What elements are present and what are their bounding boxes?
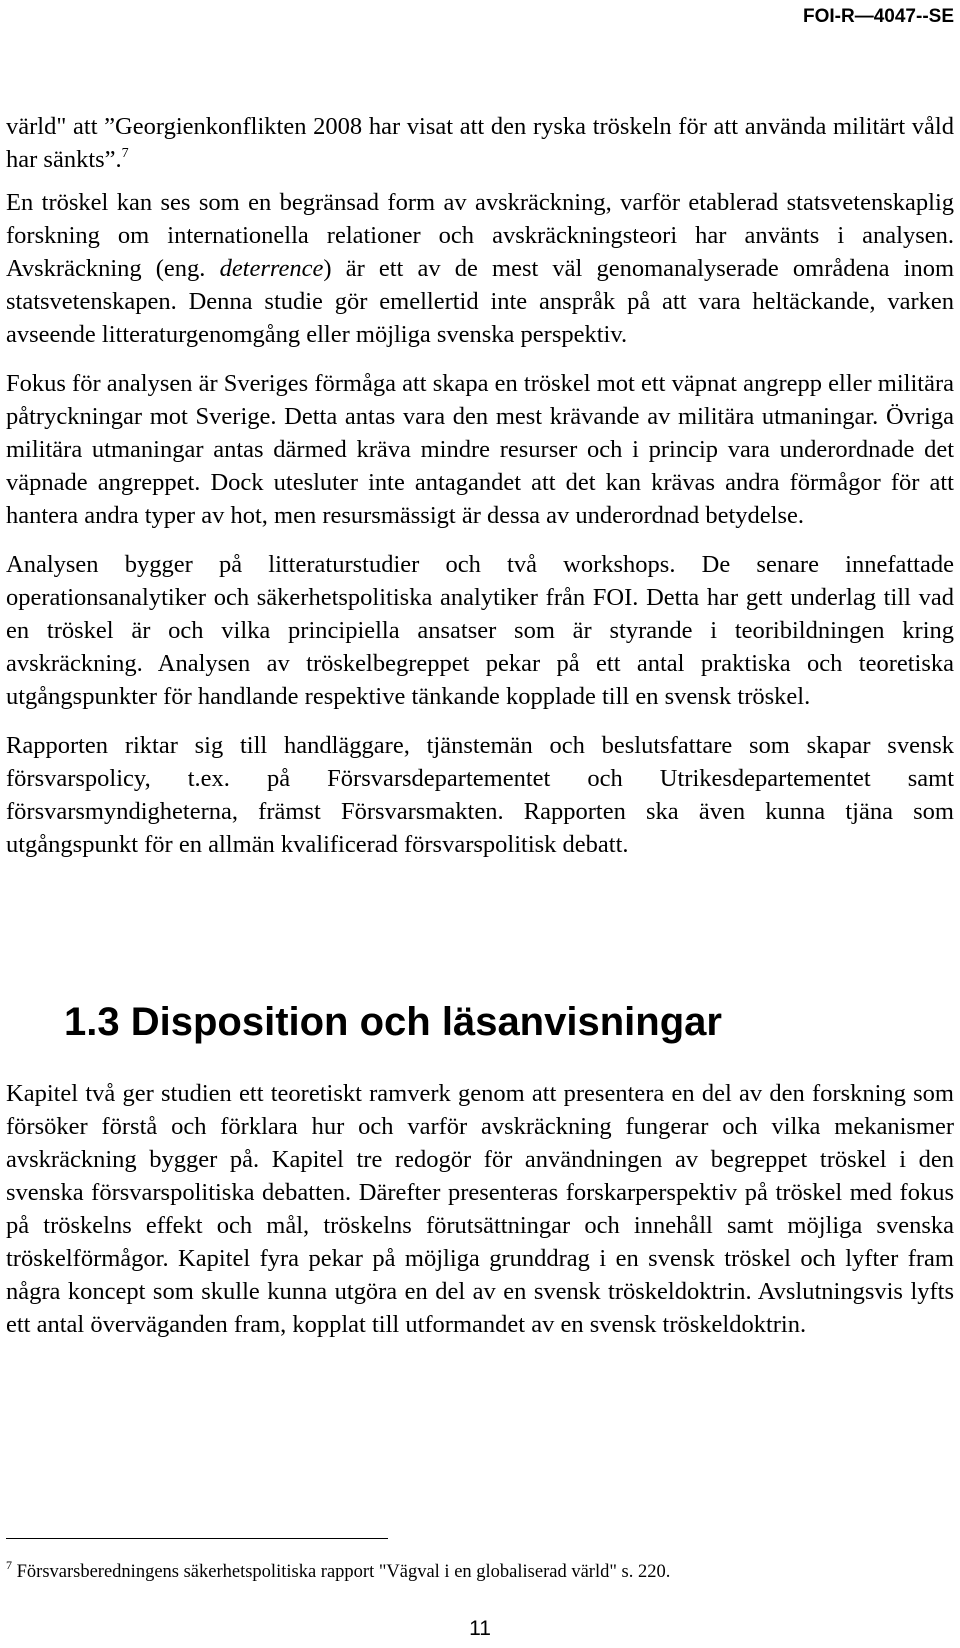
body-text-upper bbox=[6, 110, 954, 877]
paragraph-2-text-a: En tröskel kan ses som en begränsad form av avskräckning, varför etablerad statsvetenskaplig forskning om internationella relationer och avskräckningsteori har använts i analysen. Avskräckning (eng. bbox=[6, 189, 954, 282]
footnote bbox=[6, 1558, 671, 1583]
paragraph-4: Analysen bygger på litteraturstudier och två workshops. De senare innefattade operationsanalytiker och säkerhetspolitiska analytiker från FOI. Detta har gett underlag till vad en tröskel är och vilka principiella ansatser som är styrande i teoribildningen kring avskräckning. Analysen av tröskelbegreppet pekar på ett antal praktiska och teoretiska utgångspunkter för handlande respektive tänkande kopplade till en svensk tröskel. bbox=[6, 551, 954, 710]
body-text-lower bbox=[6, 1077, 954, 1357]
footnote-separator bbox=[6, 1538, 388, 1539]
footnote-number: 7 bbox=[6, 1558, 12, 1572]
footnote-reference: 7 bbox=[121, 146, 129, 161]
paragraph-6: Kapitel två ger studien ett teoretiskt ramverk genom att presentera en del av den forskning som försöker förstå och förklara hur och varför avskräckning fungerar och vilka mekanismer avskräckning bygger på. Kapitel tre redogör för användningen av begreppet tröskel i den svenska försvarspolitiska debatten. Därefter presenteras forskarperspektiv på tröskel med fokus på tröskelns effekt och mål, tröskelns förutsättningar och innehåll samt möjliga svenska tröskelförmågor. Kapitel fyra pekar på möjliga grunddrag i en svensk tröskel och lyfter fram några koncept som skulle kunna utgöra en del av en svensk tröskeldoktrin. Avslutningsvis lyfts ett antal överväganden fram, kopplat till utformandet av en svensk tröskeldoktrin. bbox=[6, 1080, 954, 1338]
paragraph-2-text-b: ) är ett av de mest väl genomanalyserade områdena inom statsvetenskapen. Denna studie gör emellertid inte anspråk på att vara heltäckande, varken avseende litteraturgenomgång eller möjliga svenska perspektiv. bbox=[6, 255, 955, 348]
section-heading: 1.3 Disposition och läsanvisningar bbox=[64, 1000, 722, 1044]
paragraph-1 bbox=[6, 110, 954, 176]
paragraph-2-italic-term: deterrence bbox=[219, 255, 324, 282]
report-id-header: FOI-R—4047--SE bbox=[803, 6, 954, 27]
paragraph-3: Fokus för analysen är Sveriges förmåga att skapa en tröskel mot ett väpnat angrepp eller militära påtryckningar mot Sverige. Detta antas vara den mest krävande av militära utmaningar. Övriga militära utmaningar antas därmed kräva mindre resurser och i princip vara underordnade det väpnade angreppet. Dock utesluter inte antagandet att det kan krävas andra förmågor för att hantera andra typer av hot, men resursmässigt är dessa av underordnad betydelse. bbox=[6, 370, 954, 529]
paragraph-1-text: värld" att ”Georgienkonflikten 2008 har visat att den ryska tröskeln för att använda militärt våld har sänkts”. bbox=[6, 113, 954, 173]
paragraph-2 bbox=[6, 186, 954, 351]
footnote-text: Försvarsberedningens säkerhetspolitiska rapport "Vägval i en globaliserad värld" s. 220. bbox=[16, 1562, 671, 1582]
page-number: 11 bbox=[469, 1617, 491, 1640]
paragraph-5: Rapporten riktar sig till handläggare, tjänstemän och beslutsfattare som skapar svensk försvarspolicy, t.ex. på Försvarsdepartementet och Utrikesdepartementet samt försvarsmyndigheterna, främst Försvarsmakten. Rapporten ska även kunna tjäna som utgångspunkt för en allmän kvalificerad försvarspolitisk debatt. bbox=[6, 732, 954, 858]
